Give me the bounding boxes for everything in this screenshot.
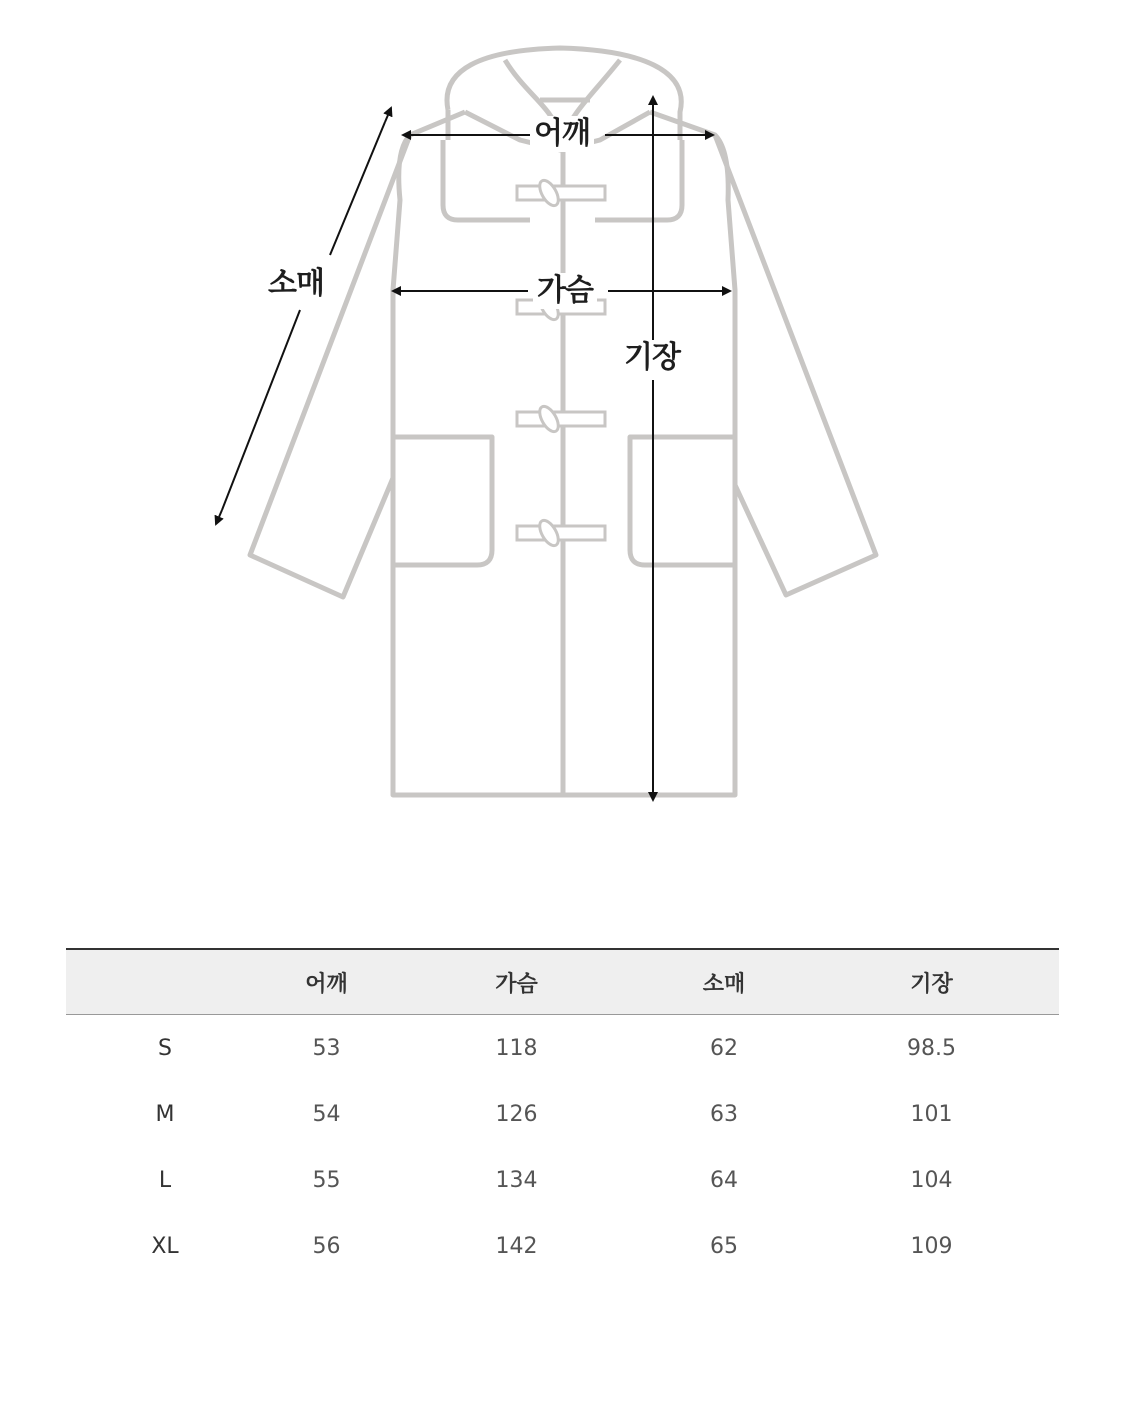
table-row <box>66 1015 1059 1082</box>
cell-size: M <box>155 1101 175 1127</box>
table-row <box>66 1213 1059 1279</box>
cell-length: 101 <box>910 1101 953 1127</box>
cell-shoulder: 56 <box>312 1233 341 1259</box>
header-sleeve: 소매 <box>644 949 804 1015</box>
header-size <box>66 949 264 1015</box>
cell-size: L <box>158 1167 172 1193</box>
cell-chest: 118 <box>495 1035 538 1061</box>
length-label: 기장 <box>620 340 684 376</box>
table-header-row <box>66 949 1059 1015</box>
cell-length: 109 <box>910 1233 953 1259</box>
header-length: 기장 <box>804 949 1059 1015</box>
cell-sleeve: 64 <box>710 1167 738 1193</box>
sleeve-label: 소매 <box>264 266 328 302</box>
cell-sleeve: 65 <box>710 1233 738 1259</box>
cell-size: XL <box>151 1233 179 1259</box>
cell-shoulder: 55 <box>312 1167 341 1193</box>
table-row <box>66 1081 1059 1147</box>
cell-shoulder: 53 <box>312 1035 341 1061</box>
cell-sleeve: 63 <box>710 1101 738 1127</box>
chest-label: 가슴 <box>533 273 597 309</box>
cell-length: 98.5 <box>907 1035 956 1061</box>
cell-chest: 126 <box>495 1101 538 1127</box>
shoulder-label: 어깨 <box>530 116 594 152</box>
table-row <box>66 1147 1059 1213</box>
cell-chest: 134 <box>495 1167 538 1193</box>
header-chest: 가슴 <box>389 949 644 1015</box>
cell-sleeve: 62 <box>710 1035 738 1061</box>
cell-shoulder: 54 <box>312 1101 341 1127</box>
cell-length: 104 <box>910 1167 953 1193</box>
cell-chest: 142 <box>495 1233 538 1259</box>
cell-size: S <box>158 1035 172 1061</box>
header-shoulder: 어깨 <box>264 949 389 1015</box>
size-table <box>66 948 1059 1279</box>
